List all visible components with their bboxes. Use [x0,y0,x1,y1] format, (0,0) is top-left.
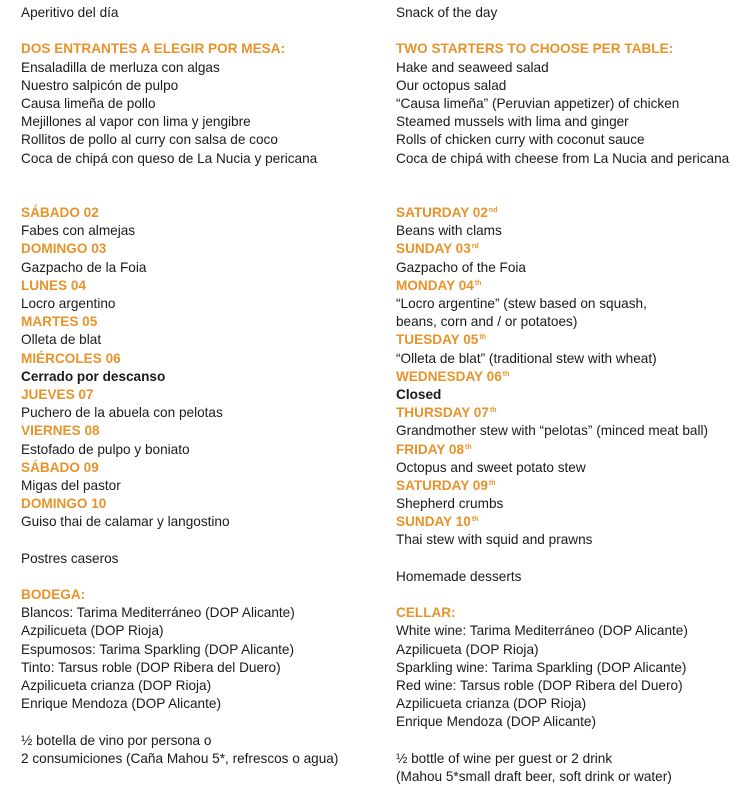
spacer [396,586,746,604]
day-label: FRIDAY 08 [396,441,465,457]
menu-column-english [396,4,746,786]
day-dish: Beans with clams [396,223,502,239]
day-heading: JUEVES 07 [21,386,94,402]
day-dish: “Olleta de blat” (traditional stew with wheat) [396,350,657,366]
wine-item: Enrique Mendoza (DOP Alicante) [396,714,596,730]
spacer [396,22,746,40]
day-dish: Migas del pastor [21,477,121,493]
day-heading [396,240,746,258]
spacer [396,732,746,750]
day-dish: Grandmother stew with “pelotas” (minced meat ball) [396,423,709,439]
ordinal-suffix: th [474,279,482,287]
spacer [21,168,381,204]
wine-item: Espumosos: Tarima Sparkling (DOP Alicante) [21,641,294,657]
ordinal-suffix: th [465,443,472,451]
wine-item: Tinto: Tarsus roble (DOP Ribera del Duero) [21,659,281,675]
wine-item: White wine: Tarima Mediterráneo (DOP Alicante) [396,623,688,639]
day-heading [396,477,746,495]
day-label: SUNDAY 10 [396,514,471,530]
spacer [21,568,381,586]
ordinal-suffix: th [471,516,479,524]
day-label: SUNDAY 03 [396,241,471,257]
starters-heading: DOS ENTRANTES A ELEGIR POR MESA: [21,41,286,57]
aperitivo-text: Snack of the day [396,5,498,20]
day-dish: Shepherd crumbs [396,496,504,512]
wine-item: Azpilicueta crianza (DOP Rioja) [21,677,212,693]
starter-item: Ensaladilla de merluza con algas [21,59,220,75]
spacer [21,531,381,549]
day-label: WEDNESDAY 06 [396,368,502,384]
drink-note: ½ botella de vino por persona o [21,732,212,748]
day-heading: SÁBADO 02 [21,205,99,221]
ordinal-suffix: th [488,479,496,487]
day-dish: Thai stew with squid and prawns [396,532,593,548]
cellar-heading: BODEGA: [21,587,86,603]
day-dish: “Locro argentine” (stew based on squash, [396,296,647,312]
day-heading: SÁBADO 09 [21,459,99,475]
wine-item: Azpilicueta (DOP Rioja) [21,623,164,639]
aperitivo-text: Aperitivo del día [21,5,119,20]
starter-item: Causa limeña de pollo [21,95,156,111]
day-dish-continued: beans, corn and / or potatoes) [396,314,578,330]
starter-item: Nuestro salpicón de pulpo [21,77,179,93]
day-dish: Puchero de la abuela con pelotas [21,405,223,421]
day-dish: Guiso thai de calamar y langostino [21,514,230,530]
drink-note: 2 consumiciones (Caña Mahou 5*, refrescos o agua) [21,750,339,766]
desserts-text: Postres caseros [21,550,119,566]
wine-item: Blancos: Tarima Mediterráneo (DOP Alicante) [21,605,295,621]
starter-item: Rolls of chicken curry with coconut sauce [396,132,645,148]
spacer [396,168,746,204]
day-heading: MARTES 05 [21,314,98,330]
spacer [21,713,381,731]
day-heading: MIÉRCOLES 06 [21,350,121,366]
day-dish: Octopus and sweet potato stew [396,459,586,475]
starter-item: Coca de chipá con queso de La Nucia y pericana [21,150,318,166]
day-heading [396,368,746,386]
day-label: MONDAY 04 [396,277,474,293]
drink-note: (Mahou 5*small draft beer, soft drink or water) [396,768,672,784]
starter-item: Rollitos de pollo al curry con salsa de coco [21,132,278,148]
day-dish: Gazpacho of the Foia [396,259,526,275]
spacer [396,550,746,568]
wine-item: Enrique Mendoza (DOP Alicante) [21,696,221,712]
day-label: SATURDAY 09 [396,477,488,493]
day-heading [396,441,746,459]
day-heading: LUNES 04 [21,277,86,293]
starter-item: Coca de chipá with cheese from La Nucia and pericana [396,150,730,166]
day-heading: DOMINGO 03 [21,241,107,257]
day-heading: VIERNES 08 [21,423,100,439]
day-dish: Locro argentino [21,296,116,312]
wine-item: Sparkling wine: Tarima Sparkling (DOP Alicante) [396,659,687,675]
desserts-text: Homemade desserts [396,568,522,584]
ordinal-suffix: nd [488,207,498,215]
day-heading [396,204,746,222]
day-dish-closed: Closed [396,386,442,402]
day-dish-closed: Cerrado por descanso [21,368,166,384]
day-dish: Estofado de pulpo y boniato [21,441,190,457]
starter-item: “Causa limeña” (Peruvian appetizer) of chicken [396,95,680,111]
day-dish: Gazpacho de la Foia [21,259,147,275]
starter-item: Our octopus salad [396,77,507,93]
drink-note: ½ bottle of wine per guest or 2 drink [396,750,613,766]
day-label: THURSDAY 07 [396,405,489,421]
day-dish: Fabes con almejas [21,223,136,239]
starter-item: Mejillones al vapor con lima y jengibre [21,114,251,130]
cellar-heading: CELLAR: [396,605,456,621]
day-heading [396,331,746,349]
starter-item: Steamed mussels with lima and ginger [396,114,629,130]
ordinal-suffix: th [502,370,510,378]
menu-column-spanish [21,4,381,768]
wine-item: Azpilicueta crianza (DOP Rioja) [396,696,587,712]
day-dish: Olleta de blat [21,332,102,348]
day-heading [396,277,746,295]
ordinal-suffix: th [489,407,497,415]
day-heading [396,513,746,531]
starter-item: Hake and seaweed salad [396,59,549,75]
day-label: TUESDAY 05 [396,332,479,348]
starters-heading: TWO STARTERS TO CHOOSE PER TABLE: [396,41,674,57]
ordinal-suffix: th [479,334,486,342]
ordinal-suffix: rd [471,243,479,251]
day-label: SATURDAY 02 [396,205,488,221]
day-heading [396,404,746,422]
wine-item: Azpilicueta (DOP Rioja) [396,641,539,657]
wine-item: Red wine: Tarsus roble (DOP Ribera del Duero) [396,677,683,693]
spacer [21,22,381,40]
day-heading: DOMINGO 10 [21,496,107,512]
